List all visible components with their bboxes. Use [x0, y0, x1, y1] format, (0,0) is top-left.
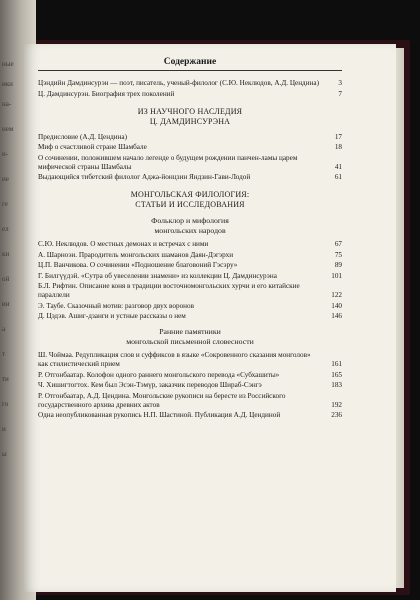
toc-entry-page: 67	[334, 240, 342, 248]
section-heading-line: МОНГОЛЬСКАЯ ФИЛОЛОГИЯ:	[130, 190, 250, 199]
left-page-fragment: ге	[2, 200, 8, 208]
left-page-fragment: ки	[2, 250, 10, 258]
toc-entry	[38, 173, 342, 182]
toc-entry-text: Цэндийн Дамдинсурэн — поэт, писатель, ученый-филолог (С.Ю. Неклюдов, А.Д. Цендина)	[38, 79, 319, 87]
subsection-heading	[38, 216, 342, 235]
toc-entry-page: 61	[334, 173, 342, 181]
toc-entry-text: Р. Отгонбаатар. Колофон одного раннего монгольского перевода «Субхашиты»	[38, 370, 280, 379]
toc-entry-text: Б.Л. Рифтин. Описание коня в традиции восточномонгольских хурчи и его китайские параллели	[38, 282, 300, 299]
toc-entry-text: Д. Цэдэв. Ашиг-дзанги и устные рассказы о нем	[38, 312, 186, 320]
left-page-fragment: ики	[2, 80, 13, 88]
subsection-heading-line: монгольских народов	[154, 225, 226, 235]
toc-entry-text: С.Ю. Неклюдов. О местных демонах и встречах с ними	[38, 240, 209, 248]
left-page-fragment: нем	[2, 125, 14, 133]
toc-entry-text: Ч. Хишигтогтох. Кем был Эсэн-Тэмүр, заказчик переводов Шираб-Сэнгэ	[38, 381, 262, 389]
toc-entry	[38, 240, 342, 249]
toc-entry-page: 146	[331, 312, 342, 320]
page-title: Содержание	[163, 57, 217, 67]
title-rule	[38, 70, 342, 71]
toc-entry	[38, 302, 342, 311]
toc-entry-page: 161	[331, 360, 342, 368]
toc-entry	[38, 90, 342, 99]
toc-entry-page: 165	[331, 370, 342, 379]
toc-entry-page: 89	[334, 261, 342, 269]
toc-entry-text: Ш. Чоймаа. Редупликация слов и суффиксов в языке «Сокровенного сказания монголов» как стилистический прием	[38, 351, 311, 368]
left-page-fragment: ой	[2, 275, 10, 283]
section-heading-line: ИЗ НАУЧНОГО НАСЛЕДИЯ	[137, 106, 243, 116]
left-page-fragment: ти	[2, 375, 9, 383]
toc-entry	[38, 143, 342, 152]
section-heading	[38, 190, 342, 210]
toc-entry	[38, 261, 342, 270]
toc-entry	[38, 371, 342, 380]
left-page-fragment: на-	[2, 100, 12, 108]
left-page-fragment: го	[2, 400, 9, 408]
left-page-fragment: ии	[2, 300, 10, 308]
toc-entry-text: А. Шарноэи. Прародитель монгольских шаманов Даян-Дэгэрхи	[38, 250, 234, 259]
toc-entry-text: Одна неопубликованная рукопись Н.П. Шастиной. Публикация А.Д. Цендиной	[38, 411, 281, 419]
toc-entry-page: 140	[331, 301, 342, 310]
toc-entry-page: 192	[331, 400, 342, 409]
section-heading-line: Ц. ДАМДИНСУРЭНА	[149, 116, 231, 126]
toc-entry-page: 236	[331, 411, 342, 419]
subsection-heading-line: монгольской письменной словесности	[126, 336, 254, 346]
subsection-heading-line: Ранние памятники	[159, 327, 221, 336]
toc-entry	[38, 392, 342, 410]
toc-entry-page: 101	[331, 271, 342, 280]
toc-entry	[38, 411, 342, 420]
left-page-fragment: а	[2, 325, 6, 333]
subsection-heading-line: Фольклор и мифология	[151, 216, 229, 225]
toc-entry-page: 7	[338, 89, 342, 98]
toc-entry-page: 183	[331, 381, 342, 389]
toc-entry-page: 122	[331, 291, 342, 299]
toc-entry-text: Ц.П. Ванчикова. О сочинении «Подношение благовоний Гэсэру»	[38, 261, 238, 269]
toc-entry-text: О сочинении, положившем начало легенде о будущем рождении панчен-ламы царем мифической страны Шамбалы	[38, 153, 298, 171]
toc-entry	[38, 154, 342, 172]
toc-entry-page: 17	[334, 132, 342, 141]
toc-entry	[38, 381, 342, 390]
toc-entry-page: 41	[334, 162, 342, 171]
section-heading-line: СТАТЬИ И ИССЛЕДОВАНИЯ	[135, 200, 245, 209]
toc-entry-text: Миф о счастливой стране Шамбале	[38, 143, 147, 151]
left-page-fragment: и	[2, 425, 6, 433]
left-page-fragment: не	[2, 175, 9, 183]
toc-entry	[38, 282, 342, 300]
section-heading	[38, 107, 342, 127]
toc-entry	[38, 79, 342, 88]
toc-entry	[38, 351, 342, 369]
toc-entry-page: 18	[334, 143, 342, 151]
toc-entry-page: 75	[334, 250, 342, 259]
left-page-fragment: ные	[2, 60, 14, 68]
subsection-heading	[38, 327, 342, 346]
toc-entry	[38, 133, 342, 142]
toc-entry-text: Г. Билгүүдэй. «Сутра об увеселении знамени» из коллекции Ц. Дамдинсурэна	[38, 271, 277, 280]
toc-entry-text: Выдающийся тибетский филолог Аджа-йонцзин Яндзин-Гави-Лодой	[38, 173, 251, 181]
left-page-fragment: и-	[2, 150, 9, 158]
left-page-fragment: ел	[2, 225, 9, 233]
toc-entry-page: 3	[338, 79, 342, 87]
toc-entry-text: Предисловие (А.Д. Цендина)	[38, 132, 128, 141]
left-page-fragment: ы	[2, 450, 7, 458]
toc-entry	[38, 272, 342, 281]
toc-entry	[38, 312, 342, 321]
left-page-fragment: т	[2, 350, 6, 358]
table-of-contents	[38, 58, 342, 422]
toc-entry-text: Р. Отгонбаатар, А.Д. Цендина. Монгольские рукописи на бересте из Российского государственного архива древних актов	[38, 391, 286, 409]
toc-entry-text: Э. Таубе. Сказочный мотив: разговор двух воронов	[38, 301, 195, 310]
toc-entry	[38, 251, 342, 260]
toc-entry-text: Ц. Дамдинсурэн. Биография трех поколений	[38, 89, 175, 98]
